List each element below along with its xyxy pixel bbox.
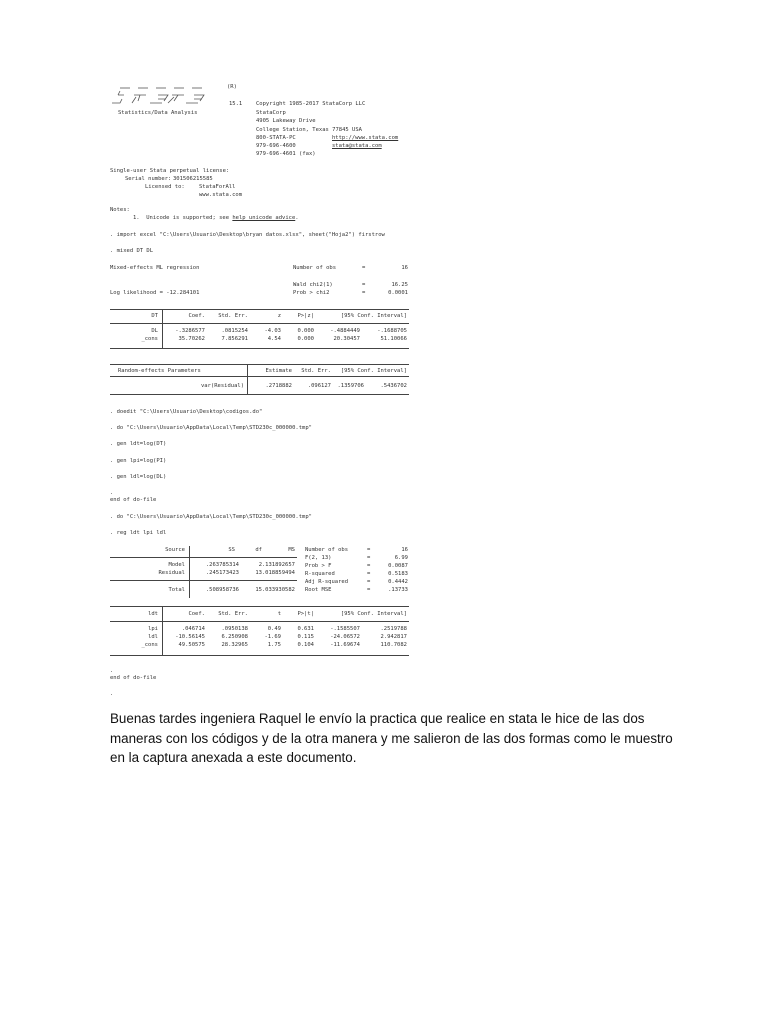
reg-cell: -1.69	[264, 634, 281, 640]
gen-command-2: . gen lpi=log(PI)	[110, 458, 167, 464]
mixed-cell: 4.54	[267, 336, 281, 342]
stat-value: 6.99	[394, 555, 408, 561]
mixed-table-bottom-rule	[110, 348, 409, 349]
address-line-2: College Station, Texas 77845 USA	[256, 127, 362, 133]
log-likelihood: Log likelihood = -12.284101	[110, 290, 200, 296]
doedit-command: . doedit "C:\Users\Usuario\Desktop\codigos.do"	[110, 409, 263, 415]
stat-eq: =	[367, 555, 371, 561]
notes-item: 1. Unicode is supported; see help unicode_advice.	[133, 215, 299, 221]
license-site: www.stata.com	[199, 192, 243, 198]
mixed-cell: -.3286577	[175, 328, 205, 334]
notes-title: Notes:	[110, 207, 130, 213]
mixed-title: Mixed-effects ML regression	[110, 265, 200, 271]
wald-label: Wald chi2(1)	[293, 282, 333, 288]
anova-cell: .508958736	[205, 587, 239, 593]
mixed-header-pz: P>|z|	[297, 313, 314, 319]
anova-cell: .131892657	[261, 562, 295, 568]
reg-header-coef: Coef.	[188, 611, 205, 617]
stata-logo	[110, 85, 230, 107]
mixed-row-label: _cons	[141, 336, 158, 342]
anova-row-label: Model	[168, 562, 185, 568]
license-title: Single-user Stata perpetual license:	[110, 168, 230, 174]
mixed-eq-1: =	[362, 265, 366, 271]
anova-cell: .018859494	[261, 570, 295, 576]
reg-header-pt: P>|t|	[297, 611, 314, 617]
stat-label: F(2, 13)	[305, 555, 332, 561]
mixed-nobs: 16	[401, 265, 408, 271]
anova-divider	[189, 546, 190, 598]
gen-command-1: . gen ldt=log(DT)	[110, 441, 167, 447]
reg-cell: 0.49	[267, 626, 281, 632]
reg-cell: .2519788	[380, 626, 407, 632]
company-name: StataCorp	[256, 110, 286, 116]
reg-table-top-rule	[110, 606, 409, 607]
serial-number: 301506215585	[173, 176, 213, 182]
stat-value: 16	[401, 547, 408, 553]
stat-eq: =	[367, 579, 371, 585]
re-cell: .5436702	[380, 383, 407, 389]
anova-row-label: Residual	[158, 570, 185, 576]
mixed-header-dt: DT	[151, 313, 158, 319]
reg-cell: .046714	[181, 626, 205, 632]
anova-header-ss: SS	[228, 547, 235, 553]
reg-cell: 1.75	[267, 642, 281, 648]
product-name: Statistics/Data Analysis	[118, 110, 198, 116]
re-row-label: var(Residual)	[200, 383, 244, 389]
re-cell: .1359706	[337, 383, 364, 389]
re-cell: .2718882	[265, 383, 292, 389]
mixed-table-divider	[162, 309, 163, 349]
licensed-to-label: Licensed to:	[145, 184, 185, 190]
reg-cell: 110.7082	[380, 642, 407, 648]
mixed-eq-2: =	[362, 282, 366, 288]
stat-label: Root MSE	[305, 587, 332, 593]
reg-cell: 49.50575	[178, 642, 205, 648]
re-table-header-rule	[110, 376, 409, 377]
reg-cell: 0.631	[297, 626, 314, 632]
anova-cell: .033930582	[261, 587, 295, 593]
reg-command: . reg ldt lpi ldl	[110, 530, 167, 536]
end-of-do-file-1: end of do-file	[110, 497, 157, 503]
anova-cell: 15	[255, 587, 262, 593]
mixed-header-stderr: Std. Err.	[218, 313, 248, 319]
do-command-2: . do "C:\Users\Usuario\AppData\Local\Temp\STD230c_000000.tmp"	[110, 514, 312, 520]
prompt-dot-2: .	[110, 668, 114, 674]
stat-label: Prob > F	[305, 563, 332, 569]
prompt-dot-3: .	[110, 691, 114, 697]
mixed-table-top-rule	[110, 309, 409, 310]
anova-cell: .263785314	[205, 562, 239, 568]
mixed-cell: 20.30457	[333, 336, 360, 342]
prob-chi2-label: Prob > chi2	[293, 290, 330, 296]
stat-eq: =	[367, 547, 371, 553]
mixed-cell: .0815254	[221, 328, 248, 334]
version-number: 15.1	[229, 101, 243, 107]
re-header-stderr: Std. Err.	[301, 368, 331, 374]
anova-header-ms: MS	[288, 547, 295, 553]
stat-value: 0.4442	[388, 579, 408, 585]
mixed-header-ci: [95% Conf. Interval]	[340, 313, 407, 319]
reg-table-bottom-rule	[110, 655, 409, 656]
reg-cell: -24.06572	[330, 634, 360, 640]
mixed-eq-3: =	[362, 290, 366, 296]
reg-table-divider	[162, 606, 163, 656]
stat-label: Adj R-squared	[305, 579, 349, 585]
mixed-cell: -4.03	[264, 328, 281, 334]
re-table-divider	[247, 364, 248, 394]
reg-header-stderr: Std. Err.	[218, 611, 248, 617]
reg-cell: 6.250908	[221, 634, 248, 640]
re-header-ci: [95% Conf. Interval]	[340, 368, 407, 374]
anova-header-rule	[110, 557, 297, 558]
reg-header-ci: [95% Conf. Interval]	[340, 611, 407, 617]
mixed-nobs-label: Number of obs	[293, 265, 337, 271]
mixed-cell: 0.000	[297, 328, 314, 334]
reg-cell: 28.32965	[221, 642, 248, 648]
stat-eq: =	[367, 587, 371, 593]
fax-number: 979-696-4601 (fax)	[256, 151, 316, 157]
stat-label: Number of obs	[305, 547, 349, 553]
anova-cell: 2	[258, 562, 262, 568]
mixed-header-coef: Coef.	[188, 313, 205, 319]
do-command-1: . do "C:\Users\Usuario\AppData\Local\Temp\STD230c_000000.tmp"	[110, 425, 312, 431]
gen-command-3: . gen ldl=log(DL)	[110, 474, 167, 480]
serial-label: Serial number:	[125, 176, 172, 182]
re-header-params: Random-effects Parameters	[118, 368, 201, 374]
re-cell: .096127	[307, 383, 331, 389]
mixed-header-z: z	[277, 313, 281, 319]
anova-row-label: Total	[168, 587, 185, 593]
reg-cell: 2.942817	[380, 634, 407, 640]
stat-eq: =	[367, 571, 371, 577]
anova-header-df: df	[255, 547, 262, 553]
stat-value: 0.0087	[388, 563, 408, 569]
stat-value: 0.5183	[388, 571, 408, 577]
message-paragraph: Buenas tardes ingeniera Raquel le envío la practica que realice en stata le hice de las dos maneras con los códigos y de la otra manera y me salieron de las dos formas como le muestro en la captura anexada a este documento.	[110, 711, 673, 765]
import-command: . import excel "C:\Users\Usuario\Desktop\bryan datos.xlsx", sheet("Hoja2") firstrow	[110, 232, 385, 238]
re-table-top-rule	[110, 364, 409, 365]
phone-2: 979-696-4600	[256, 143, 296, 149]
reg-row-label: _cons	[141, 642, 158, 648]
reg-cell: -11.69674	[330, 642, 360, 648]
website-link[interactable]: http://www.stata.com	[332, 135, 399, 141]
reg-cell: 0.104	[297, 642, 314, 648]
mixed-cell: -.1688705	[377, 328, 407, 334]
mixed-cell: 7.856291	[221, 336, 248, 342]
mixed-cell: -.4884449	[330, 328, 360, 334]
reg-table-header-rule	[110, 621, 409, 622]
mixed-row-label: DL	[151, 328, 158, 334]
mixed-cell: 0.000	[297, 336, 314, 342]
mixed-table-header-rule	[110, 323, 409, 324]
anova-cell: 13	[255, 570, 262, 576]
reg-header-ldt: ldt	[148, 611, 158, 617]
stat-value: .13733	[388, 587, 408, 593]
phone-1: 800-STATA-PC	[256, 135, 296, 141]
licensee-name: StataForAll	[199, 184, 236, 190]
anova-cell: .245173423	[205, 570, 239, 576]
reg-cell: 0.115	[297, 634, 314, 640]
mixed-command: . mixed DT DL	[110, 248, 154, 254]
end-of-do-file-2: end of do-file	[110, 675, 157, 681]
wald-value: 16.25	[391, 282, 408, 288]
address-line-1: 4905 Lakeway Drive	[256, 118, 316, 124]
reg-cell: -10.56145	[175, 634, 205, 640]
email-link[interactable]: stata@stata.com	[332, 143, 382, 149]
prob-chi2-value: 0.0001	[388, 290, 408, 296]
stat-eq: =	[367, 563, 371, 569]
reg-row-label: ldl	[148, 634, 158, 640]
registered-mark: (R)	[227, 84, 237, 90]
stat-label: R-squared	[305, 571, 335, 577]
prompt-dot-1: .	[110, 490, 114, 496]
unicode-advice-link[interactable]: help unicode_advice	[232, 215, 296, 221]
reg-row-label: lpi	[148, 626, 158, 632]
reg-header-t: t	[277, 611, 281, 617]
reg-cell: .0950138	[221, 626, 248, 632]
reg-cell: -.1585507	[330, 626, 360, 632]
mixed-cell: 51.10066	[380, 336, 407, 342]
re-header-estimate: Estimate	[265, 368, 292, 374]
copyright-text: Copyright 1985-2017 StataCorp LLC	[256, 101, 366, 107]
re-table-bottom-rule	[110, 394, 409, 395]
anova-total-rule	[110, 580, 297, 581]
anova-header-source: Source	[165, 547, 185, 553]
mixed-cell: 35.70262	[178, 336, 205, 342]
